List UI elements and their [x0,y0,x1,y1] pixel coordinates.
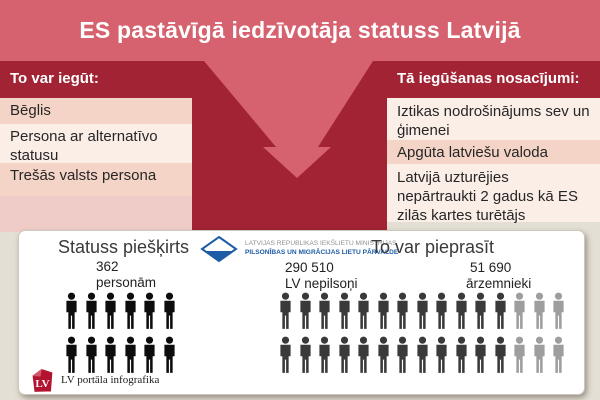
person-icon [277,291,294,331]
person-icon [161,335,178,375]
pictograph-row [277,291,567,331]
list-item: Persona ar alternatīvo statusu [0,124,192,163]
person-icon [394,335,411,375]
left-panel-list [0,98,192,196]
person-icon [316,291,333,331]
person-icon [433,291,450,331]
person-icon [511,335,528,375]
stats-card [18,230,585,395]
person-icon [453,335,470,375]
person-icon [336,335,353,375]
person-icon [316,335,333,375]
ministry-name-line2: PILSONĪBAS UN MIGRĀCIJAS LIETU PĀRVALDE [245,249,399,256]
pictograph-row [63,291,178,331]
person-icon [336,291,353,331]
list-item: Iztikas nodrošinājums sev un ģimenei [387,98,600,140]
person-icon [141,291,158,331]
foreigners-label: ārzemnieki [466,276,532,291]
person-icon [122,291,139,331]
list-item: Bēglis [0,98,192,124]
list-item: Latvijā uzturējies nepārtraukti 2 gadus kā ES zilās kartes turētājs [387,164,600,222]
list-item: Trešās valsts persona [0,163,192,196]
granted-heading: Statuss piešķirts [58,237,190,257]
person-icon [433,335,450,375]
person-icon [492,335,509,375]
person-icon [375,335,392,375]
person-icon [83,335,100,375]
person-icon [63,335,80,375]
person-icon [394,291,411,331]
right-panel-list [387,98,600,222]
person-icon [472,291,489,331]
credit-text: LV portāla infografika [61,374,160,386]
person-icon [102,291,119,331]
person-icon [83,291,100,331]
ministry-name-line1: LATVIJAS REPUBLIKAS IEKŠLIETU MINISTRIJAS [245,240,397,247]
person-icon [297,335,314,375]
granted-unit: personām [96,275,157,290]
granted-value: 362 [96,259,119,274]
person-icon [550,335,567,375]
foreigners-value: 51 690 [470,260,512,275]
left-panel-header: To var iegūt: [10,70,99,87]
person-icon [63,291,80,331]
person-icon [297,291,314,331]
pictograph-row [63,335,178,375]
person-icon [472,335,489,375]
person-icon [102,335,119,375]
lv-portal-badge-icon [29,367,56,394]
pmlp-diamond-logo-icon [200,236,238,264]
left-panel-filler [0,196,192,232]
person-icon [141,335,158,375]
noncitizens-label: LV nepilsoņi [285,276,358,291]
person-icon [355,291,372,331]
person-icon [122,335,139,375]
person-icon [531,335,548,375]
person-icon [414,335,431,375]
lv-badge-text: LV [35,378,50,390]
person-icon [531,291,548,331]
person-icon [375,291,392,331]
down-arrow-icon [192,61,387,186]
eligible-pictograph [277,291,567,375]
person-icon [453,291,470,331]
eligible-heading: To var pieprasīt [371,237,495,257]
person-icon [161,291,178,331]
right-panel-header: Tā iegūšanas nosacījumi: [397,70,580,87]
person-icon [414,291,431,331]
person-icon [277,335,294,375]
list-item: Apgūta latviešu valoda [387,140,600,164]
granted-pictograph [63,291,178,375]
pictograph-row [277,335,567,375]
person-icon [492,291,509,331]
noncitizens-value: 290 510 [285,260,334,275]
title-banner [0,0,600,61]
page-title: ES pastāvīgā iedzīvotāja statuss Latvijā [79,17,521,43]
person-icon [355,335,372,375]
person-icon [550,291,567,331]
person-icon [511,291,528,331]
